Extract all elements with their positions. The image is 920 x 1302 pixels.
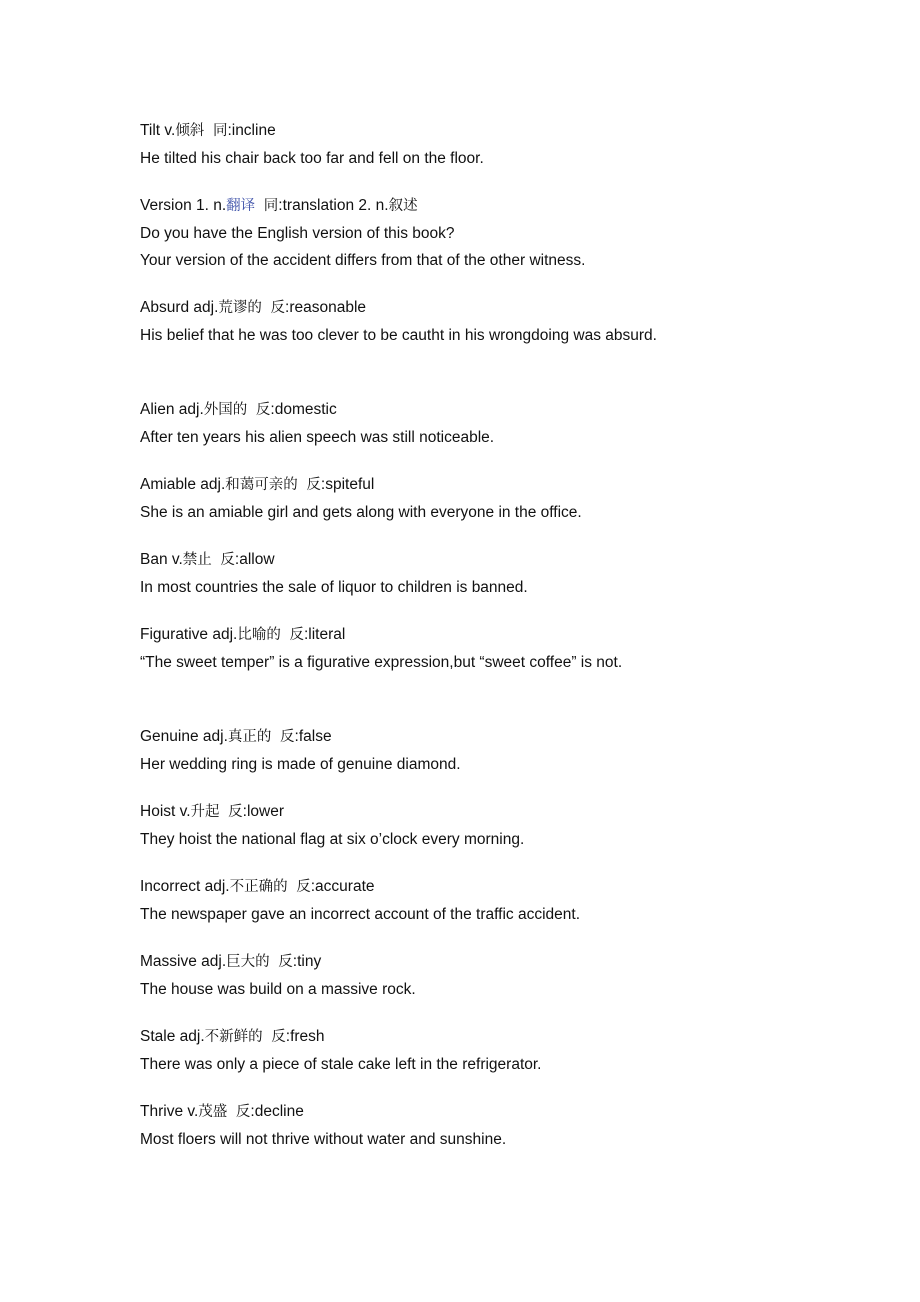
headword-line [140, 1023, 860, 1051]
headword: Hoist v. [140, 803, 191, 820]
chinese-meaning: 比喻的 [237, 627, 281, 643]
chinese-meaning-2: 叙述 [388, 198, 418, 214]
headword: Thrive v. [140, 1103, 199, 1120]
headword-line [140, 1098, 860, 1126]
chinese-meaning: 巨大的 [226, 954, 270, 970]
relation-label: 反 [255, 402, 271, 418]
example-sentence: The house was build on a massive rock. [140, 981, 416, 998]
example-sentence: She is an amiable girl and gets along with everyone in the office. [140, 504, 582, 521]
related-word: :translation 2. n. [278, 197, 389, 214]
chinese-meaning: 不新鲜的 [204, 1029, 263, 1045]
vocab-entry-amiable [140, 471, 860, 526]
chinese-meaning: 不正确的 [229, 879, 288, 895]
example-sentence: The newspaper gave an incorrect account of the traffic accident. [140, 906, 580, 923]
related-word: :decline [250, 1103, 304, 1120]
vocab-entry-stale [140, 1023, 860, 1078]
headword-line [140, 723, 860, 751]
vocab-entry-massive [140, 948, 860, 1003]
vocab-entry-version [140, 192, 860, 274]
vocab-entry-absurd [140, 294, 860, 349]
example-sentence: Most floers will not thrive without water and sunshine. [140, 1131, 507, 1148]
relation-label: 反 [271, 1029, 286, 1045]
headword-line [140, 798, 860, 826]
related-word: :tiny [292, 953, 322, 970]
example-sentence: “The sweet temper” is a figurative expression,but “sweet coffee” is not. [140, 654, 623, 671]
chinese-meaning: 升起 [190, 804, 220, 820]
headword: Amiable adj. [140, 476, 226, 493]
chinese-meaning: 和蔼可亲的 [225, 477, 298, 493]
example-sentence: His belief that he was too clever to be cautht in his wrongdoing was absurd. [140, 327, 657, 344]
related-word: :reasonable [285, 299, 367, 316]
chinese-meaning: 翻译 [226, 198, 256, 214]
headword: Incorrect adj. [140, 878, 230, 895]
related-word: :allow [234, 551, 275, 568]
headword-line [140, 621, 860, 649]
headword: Stale adj. [140, 1028, 205, 1045]
headword-line [140, 546, 860, 574]
headword: Alien adj. [140, 401, 204, 418]
chinese-meaning: 茂盛 [198, 1104, 228, 1120]
related-word: :incline [227, 122, 276, 139]
example-sentence: He tilted his chair back too far and fell on the floor. [140, 150, 484, 167]
headword: Figurative adj. [140, 626, 238, 643]
chinese-meaning: 荒谬的 [218, 300, 262, 316]
example-sentence: In most countries the sale of liquor to children is banned. [140, 579, 528, 596]
relation-label: 反 [280, 729, 295, 745]
headword-line [140, 948, 860, 976]
chinese-meaning: 真正的 [227, 729, 272, 745]
relation-label: 反 [306, 477, 321, 493]
example-sentence: Do you have the English version of this book? [140, 225, 455, 242]
example-sentence: There was only a piece of stale cake left in the refrigerator. [140, 1056, 542, 1073]
example-sentence: Your version of the accident differs from that of the other witness. [140, 252, 586, 269]
headword: Ban v. [140, 551, 183, 568]
related-word: :lower [242, 803, 285, 820]
example-sentence: Her wedding ring is made of genuine diamond. [140, 756, 461, 773]
vocab-entry-tilt [140, 117, 860, 172]
vocab-entry-alien [140, 396, 860, 451]
example-sentence: They hoist the national flag at six o’clock every morning. [140, 831, 525, 848]
vocab-entry-genuine [140, 723, 860, 778]
headword-line [140, 873, 860, 901]
relation-label: 同 [212, 123, 228, 139]
relation-label: 反 [228, 804, 243, 820]
related-word: :fresh [285, 1028, 325, 1045]
headword-line [140, 117, 860, 145]
vocab-entry-ban [140, 546, 860, 601]
relation-label: 反 [289, 627, 304, 643]
relation-label: 反 [270, 300, 286, 316]
chinese-meaning: 外国的 [203, 402, 248, 418]
related-word: :domestic [270, 401, 337, 418]
headword: Massive adj. [140, 953, 227, 970]
headword: Version 1. n. [140, 197, 227, 214]
related-word: :spiteful [320, 476, 375, 493]
vocab-entry-incorrect [140, 873, 860, 928]
headword-line [140, 192, 860, 220]
relation-label: 反 [235, 1104, 251, 1120]
headword: Genuine adj. [140, 728, 228, 745]
vocab-entry-thrive [140, 1098, 860, 1153]
headword: Absurd adj. [140, 299, 219, 316]
relation-label: 反 [296, 879, 311, 895]
relation-label: 同 [263, 198, 279, 214]
relation-label: 反 [220, 552, 235, 568]
chinese-meaning: 禁止 [182, 552, 212, 568]
related-word: :false [294, 728, 332, 745]
vocab-entry-figurative [140, 621, 860, 676]
related-word: :accurate [310, 878, 375, 895]
chinese-meaning: 倾斜 [175, 123, 205, 139]
headword-line [140, 471, 860, 499]
example-sentence: After ten years his alien speech was still noticeable. [140, 429, 495, 446]
vocab-entry-hoist [140, 798, 860, 853]
headword: Tilt v. [140, 122, 176, 139]
vocabulary-list [140, 117, 860, 1153]
related-word: :literal [303, 626, 346, 643]
headword-line [140, 294, 860, 322]
headword-line [140, 396, 860, 424]
relation-label: 反 [278, 954, 293, 970]
